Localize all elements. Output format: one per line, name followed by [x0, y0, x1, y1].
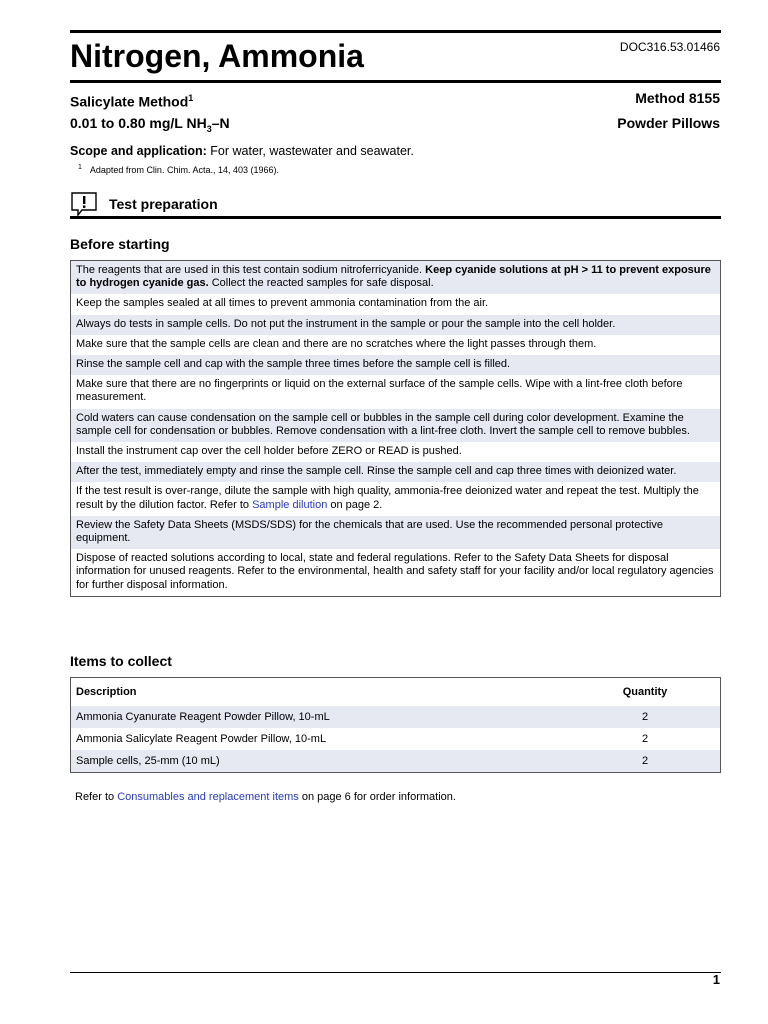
exclamation-callout-icon: [70, 191, 98, 217]
table-row: [71, 482, 721, 515]
table-cell: Dispose of reacted solutions according to local, state and federal regulations. Refer to the Safety Data Sheets for disposal information for unused reagents. Refer to the environmental, health and safety staff for your facility and/or local regulatory agencies for further disposal information.: [76, 552, 714, 591]
scope-text: For water, wastewater and seawater.: [206, 144, 414, 158]
before-starting-heading: Before starting: [70, 236, 170, 252]
doc-number: DOC316.53.01466: [619, 40, 720, 54]
refer-text-end: on page 6 for order information.: [298, 791, 456, 803]
table-cell: Always do tests in sample cells. Do not put the instrument in the sample or pour the sample into the cell holder.: [76, 317, 616, 330]
table-row: [71, 409, 721, 442]
method-number: Method 8155: [635, 90, 720, 106]
item-description: Ammonia Cyanurate Reagent Powder Pillow, 10-mL: [76, 711, 330, 723]
method-footnote-ref: 1: [188, 93, 194, 103]
item-quantity: 2: [641, 733, 649, 745]
item-quantity: 2: [641, 711, 649, 723]
reagent-format: Powder Pillows: [617, 115, 720, 131]
range-suffix: –N: [211, 115, 230, 131]
order-info-note: [75, 791, 456, 803]
table-header-row: [71, 678, 721, 707]
items-table: [70, 677, 721, 773]
method-name-text: Salicylate Method: [70, 93, 189, 110]
dilution-text: If the test result is over-range, dilute the sample with high quality, ammonia-free deionized water and repeat the test. Multiply the result by the dilution factor. Refer to: [76, 485, 699, 511]
table-row: [71, 442, 721, 462]
table-row: [71, 315, 721, 335]
table-cell: After the test, immediately empty and rinse the sample cell. Rinse the sample cell and cap three times with deionized water.: [76, 465, 677, 478]
cyanide-warning-text: The reagents that are used in this test contain sodium nitroferricyanide.: [76, 264, 426, 276]
table-row: [71, 355, 721, 375]
footer-rule: [70, 972, 721, 973]
footnote-mark: 1: [78, 164, 82, 171]
refer-text: Refer to: [75, 791, 118, 803]
table-row: [71, 750, 721, 773]
table-row: [71, 549, 721, 596]
table-row: [71, 462, 721, 482]
item-description: Sample cells, 25-mm (10 mL): [76, 755, 220, 767]
table-row: [71, 335, 721, 355]
consumables-link[interactable]: Consumables and replacement items: [117, 791, 299, 803]
range-subscript: 3: [206, 123, 212, 134]
table-cell: Make sure that there are no fingerprints or liquid on the external surface of the sample cells. Wipe with a lint-free cloth before measurement.: [76, 378, 683, 404]
item-quantity: 2: [641, 755, 649, 767]
scope-line: [70, 144, 414, 158]
before-starting-table: [70, 260, 721, 597]
scope-label: Scope and application:: [70, 144, 207, 158]
measurement-range: [70, 114, 230, 138]
table-cell: [71, 261, 721, 295]
column-header-quantity: Quantity: [622, 686, 668, 698]
table-cell: Install the instrument cap over the cell holder before ZERO or READ is pushed.: [76, 445, 462, 458]
method-name: [70, 89, 193, 111]
top-rule: [70, 30, 721, 33]
table-row: [71, 294, 721, 314]
table-cell: Cold waters can cause condensation on the sample cell or bubbles in the sample cell during color development. Examine the sample cell for condensation or bubbles. Remove condensation with a lint-free cloth. Invert the sample cell to remove bubbles.: [76, 411, 690, 437]
table-row: [71, 261, 721, 295]
title-rule: [70, 80, 721, 83]
table-cell: Rinse the sample cell and cap with the sample three times before the sample cell is filled.: [76, 358, 511, 371]
table-cell: Keep the samples sealed at all times to prevent ammonia contamination from the air.: [76, 297, 489, 310]
test-prep-rule: [70, 216, 721, 219]
cyanide-warning-text-end: Collect the reacted samples for safe disposal.: [208, 277, 434, 290]
footnote-text: Adapted from Clin. Chim. Acta., 14, 403 (1966).: [89, 165, 280, 175]
table-cell: Review the Safety Data Sheets (MSDS/SDS) for the chemicals that are used. Use the recommended personal protective equipment.: [76, 518, 663, 545]
item-description: Ammonia Salicylate Reagent Powder Pillow, 10-mL: [76, 733, 327, 745]
page-number: 1: [712, 972, 720, 987]
column-header-description: Description: [76, 686, 137, 698]
table-row: [71, 516, 721, 549]
table-row: [71, 375, 721, 408]
footnote: [78, 164, 279, 175]
table-cell: [71, 482, 721, 515]
items-to-collect-heading: Items to collect: [70, 653, 172, 669]
test-preparation-heading: Test preparation: [109, 196, 218, 212]
cyanide-warning-bold: Keep cyanide solutions at pH > 11 to prevent exposure to hydrogen cyanide gas.: [76, 264, 711, 290]
dilution-text-end: on page 2.: [327, 498, 383, 511]
range-prefix: 0.01 to 0.80 mg/L NH: [70, 115, 207, 131]
page-title: Nitrogen, Ammonia: [70, 38, 364, 74]
table-row: [71, 728, 721, 750]
sample-dilution-link[interactable]: Sample dilution: [252, 498, 328, 511]
table-cell: Make sure that the sample cells are clean and there are no scratches where the light passes through them.: [76, 337, 597, 350]
table-row: [71, 706, 721, 728]
